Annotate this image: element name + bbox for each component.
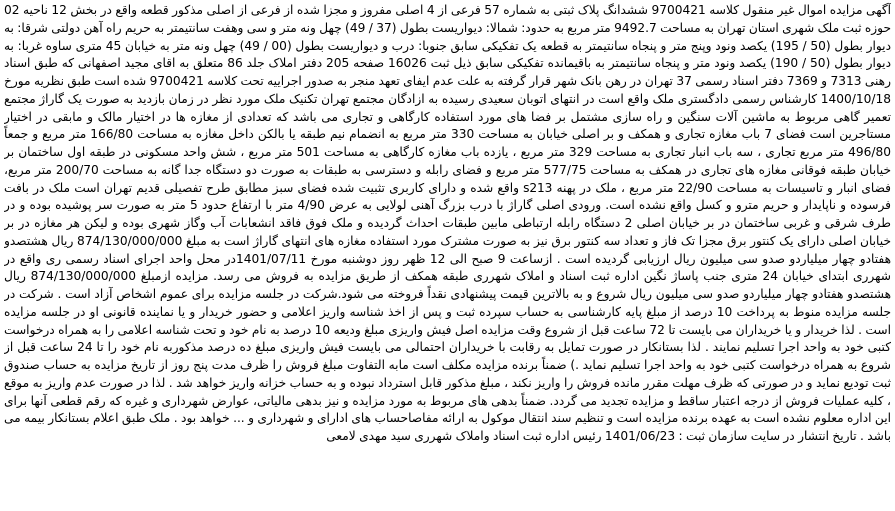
auction-notice-text: آگهی مزایده اموال غیر منقول کلاسه 9700421 ششدانگ پلاک ثبتی به شماره 57 فرعی از 4 اصلی مفروز و مجزا شده از فرعی از اصلی مذکور قطعه واقع در بخش 12 ناحیه 02 حوزه ثبت ملک شهری استان تهران به مساحت 9492.7 متر مربع به حدود: شمالا: دیواریست بطول (37 / 49) چهل ونه متر و سی وهفت سانتیمتر به حریم راه آهن دولتی شرقا: به دیوار بطول (50 / 195) یکصد ونود وپنج متر و پنجاه سانتیمتر به قطعه یک تفکیکی سابق جنوبا: درب و دیواریست بطول (00 / 49) چهل ونه متر به خیابان 45 متری ساوه غربا: به دیوار بطول (50 / 190) یکصد ونود متر و پنجاه سانتیمتر به باقیمانده تفکیکی سابق ذیل ثبت 16026 صفحه 205 دفتر املاک جلد 86 متعلق به اقای مجید اصفهانی که طبق اسناد رهنی 7313 و 7369 دفتر اسناد رسمی 37 تهران در رهن بانک شهر قرار گرفته به علت عدم ایفای تعهد منجر به صدور اجراییه تحت کلاسه 9700421 شده است طبق نظریه مورخ 1400/10/18 کارشناس رسمی دادگستری ملک واقع است در انتهای اتوبان سعیدی رسیده به ازادگان مجتمع تهران تکنیک ملک مورد نظر در زمان بازدید به صورت یک گاراژ مجتمع تعمیر گاهی مربوط به ماشین آلات سنگین و راه سازی مشتمل بر فضا های مورد استفاده کارگاهی و تجاری می باشد که تعدادی از مغازه ها در اختیار مالک و مابقی در اختیار مستاجرین است فضای 7 باب مغازه تجاری و همکف و بر اصلی خیابان به مساحت 330 متر مربع به انضمام نیم طبقه یا بالکن داخل مغازه به مساحت 166/80 متر مربع و جمعاً 496/80 متر مربع تجاری ، سه باب انبار تجاری به مساحت 329 متر مربع ، یازده باب مغازه کارگاهی به مساحت 501 متر مربع ، شش واحد مسکونی در طبقه اول ساختمان بر خیابان طبقه فوقانی مغازه های تجاری در همکف به مساحت 577/75 متر مربع و فضای رابله و دسترسی به طبقات به صورت دو دستگاه جدا گانه به مساحت 200/70 متر مربع، فضای انبار و تاسیسات به مساحت 22/90 متر مربع ، ملک در پهنه s213 واقع شده و دارای کاربری تثبیت شده فضای سبز مطابق طرح تفصیلی قدیم تهران است ملک در بافت فرسوده و ناپایدار و حریم مترو و کسل واقع نشده است. ورودی اصلی گاراژ با درب بزرگ آهنی لولایی به عرض 4/90 متر با ارتفاع حدود 5 متر به صورت سر پوشیده بوده و در طرف شرقی و غربی ساختمان در بر خیابان اصلی 2 دستگاه رابله ارتباطی مابین طبقات احداث گردیده و ملک فوق فاقد انشعابات آب وگاز شهری بوده و لیکن هر مغازه در بر خیابان اصلی دارای یک کنتور برق مجزا تک فاز و تعداد سه کنتور برق نیز به صورت مشترک مورد استفاده مغازه های انتهای گاراژ است به مبلغ 874/130/000/000 ریال هشتصدو هفتادو چهار میلیاردو صدو سی میلیون ریال ارزیابی گردیده است . ازساعت 9 صبح الی 12 ظهر روز دوشنبه مورخ 1401/07/11در محل واحد اجرای اسناد رسمی ری واقع در شهرری ابتدای خیابان 24 متری جنب پاساژ نگین اداره ثبت اسناد و املاک شهرری طبقه همکف از طریق مزایده به فروش می رسد. مزایده ازمبلغ 874/130/000/000 ریال هشتصدو هفتادو چهار میلیاردو صدو سی میلیون ریال شروع و به بالاترین قیمت پیشنهادی نقداً فروخته می شود.شرکت در جلسه مزایده برای عموم اشخاص آزاد است . شرکت در جلسه مزایده منوط به پرداخت 10 درصد از مبلغ پایه کارشناسی به حساب سپرده ثبت و پس از اخذ شناسه واریز اعلامی و حضور خریدار و یا نماینده قانونی او در جلسه مزایده است . لذا خریدار و یا خریداران می بایست تا 72 ساعت قبل از شروع وقت مزایده اصل فیش واریزی مبلغ ودیعه 10 درصد به نام خود و تحت شناسه اعلامی را به همراه درخواست کتبی خود به واحد اجرا تسلیم نمایند . لذا بستانکار در صورت تمایل به رقابت با خریداران احتمالی می بایست فیش واریزی مبلغ ده درصد مذکوربه نام خود را تا 24 ساعت قبل از شروع به همراه درخواست کتبی خود به واحد اجرا تسلیم نماید .) ضمناً برنده مزایده مکلف است مابه التفاوت مبلغ فروش را ظرف مدت پنج روز از تاریخ مزایده به حساب صندوق ثبت تودیع نماید و در صورتی که ظرف مهلت مقرر مانده فروش را واریز نکند ، مبلغ مذکور قابل استرداد نبوده و به حساب خزانه واریز خواهد شد . لذا در صورت عدم واریز به موقع ، کلیه عملیات فروش از درجه اعتبار ساقط و مزایده تجدید می گردد. ضمناً بدهی های مربوط به مورد مزایده و نیز بدهی مالیاتی، عوارض شهرداری و غیره که رقم قطعی آنها برای این اداره معلوم نشده است به عهده برنده مزایده است و تنظیم سند انتقال موکول به ارائه مفاصاحساب های ادارای و شهرداری و ... خواهد بود . ملک طبق اعلام بستانکار بیمه می باشد . تاریخ انتشار در سایت سازمان ثبت : 1401/06/23 رئیس اداره ثبت اسناد واملاک شهرری سید مهدی لامعی	[4, 3, 891, 443]
